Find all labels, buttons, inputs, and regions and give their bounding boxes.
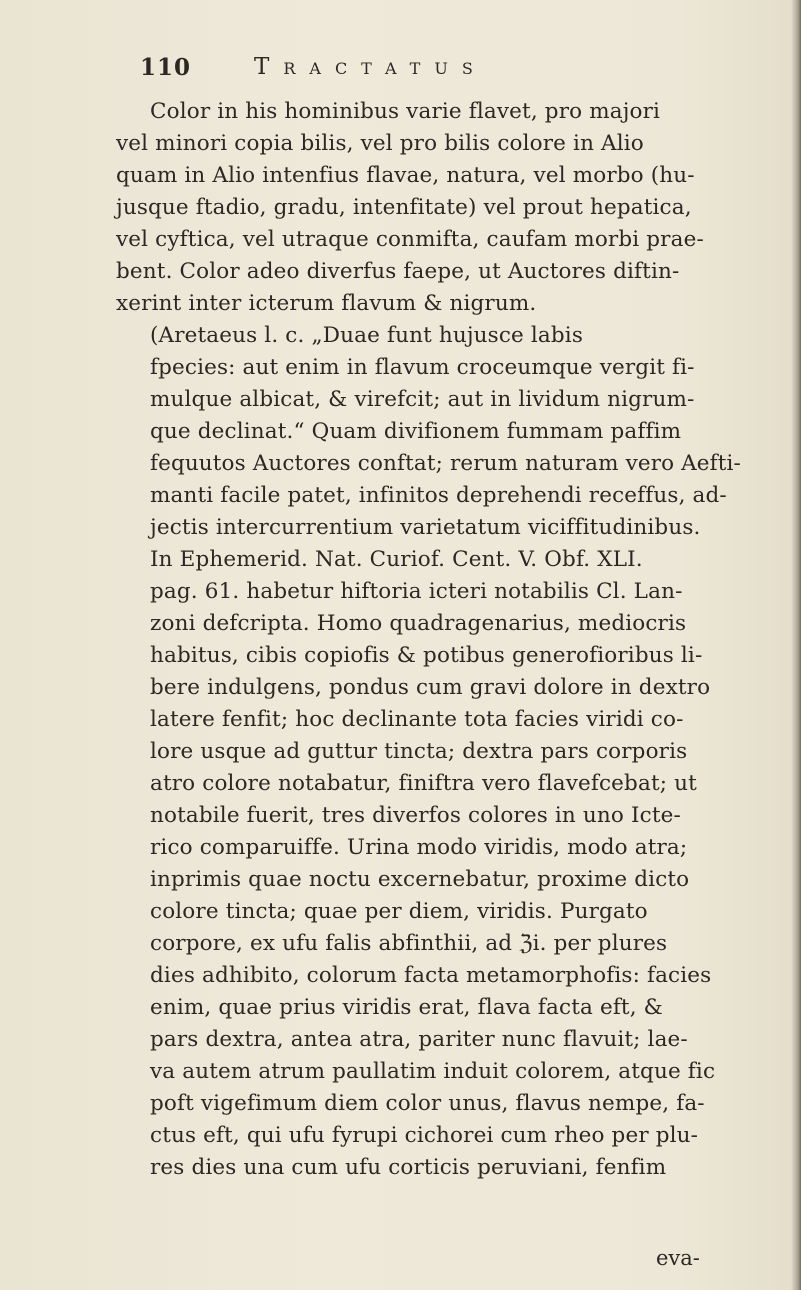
text-line: fequutos Auctores conftat; rerum naturam vero Aefti- [150,451,741,476]
text-line: pag. 61. habetur hiftoria icteri notabilis Cl. Lan- [150,579,683,604]
text-line: jectis intercurrentium varietatum viciffitudinibus. [150,515,701,540]
text-line: notabile fuerit, tres diverfos colores in uno Icte- [150,803,681,828]
text-line: In Ephemerid. Nat. Curiof. Cent. V. Obf. XLI. [150,547,643,572]
text-line: Color in his hominibus varie flavet, pro majori [150,99,661,124]
text-line: res dies una cum ufu corticis peruviani, fenfim [150,1155,667,1180]
text-line: quam in Alio intenfius flavae, natura, vel morbo (hu- [116,163,695,188]
text-line: colore tincta; quae per diem, viridis. Purgato [150,899,648,924]
text-line: mulque albicat, & virefcit; aut in lividum nigrum- [150,387,695,412]
text-line: latere fenfit; hoc declinante tota facies viridi co- [150,707,684,732]
text-line: habitus, cibis copiofis & potibus generofioribus li- [150,643,703,668]
text-line: rico comparuiffe. Urina modo viridis, modo atra; [150,835,688,860]
page-edge-shadow [791,0,801,1290]
text-line: bent. Color adeo diverfus faepe, ut Auctores diftin- [116,259,680,284]
text-line: fpecies: aut enim in flavum croceumque vergit fi- [150,355,695,380]
text-line: bere indulgens, pondus cum gravi dolore in dextro [150,675,711,700]
text-line: vel cyftica, vel utraque conmifta, caufam morbi prae- [116,227,704,252]
text-line: vel minori copia bilis, vel pro bilis colore in Alio [116,131,644,156]
page-number: 110 [140,54,192,81]
text-line: que declinat.“ Quam divifionem fummam paffim [150,419,682,444]
text-line: dies adhibito, colorum facta metamorphofis: facies [150,963,712,988]
text-line: xerint inter icterum flavum & nigrum. [116,291,537,316]
text-line: poft vigefimum diem color unus, flavus nempe, fa- [150,1091,705,1116]
text-line: atro colore notabatur, finiftra vero flavefcebat; ut [150,771,697,796]
catchword: eva- [656,1246,700,1270]
text-line: corpore, ex ufu falis abfinthii, ad ℨi. per plures [150,931,668,956]
text-line: zoni defcripta. Homo quadragenarius, mediocris [150,611,687,636]
text-line: manti facile patet, infinitos deprehendi receffus, ad- [150,483,727,508]
text-line: jusque ftadio, gradu, intenfitate) vel prout hepatica, [116,195,692,220]
text-line: va autem atrum paullatim induit colorem, atque fic [150,1059,716,1084]
text-line: enim, quae prius viridis erat, flava facta eft, & [150,995,663,1020]
text-line: lore usque ad guttur tincta; dextra pars corporis [150,739,688,764]
text-line: pars dextra, antea atra, pariter nunc flavuit; lae- [150,1027,688,1052]
text-line: inprimis quae noctu excernebatur, proxime dicto [150,867,690,892]
text-line: ctus eft, qui ufu fyrupi cichorei cum rheo per plu- [150,1123,699,1148]
running-head: Tractatus [254,54,487,80]
text-line: (Aretaeus l. c. „Duae funt hujusce labis [150,323,583,348]
